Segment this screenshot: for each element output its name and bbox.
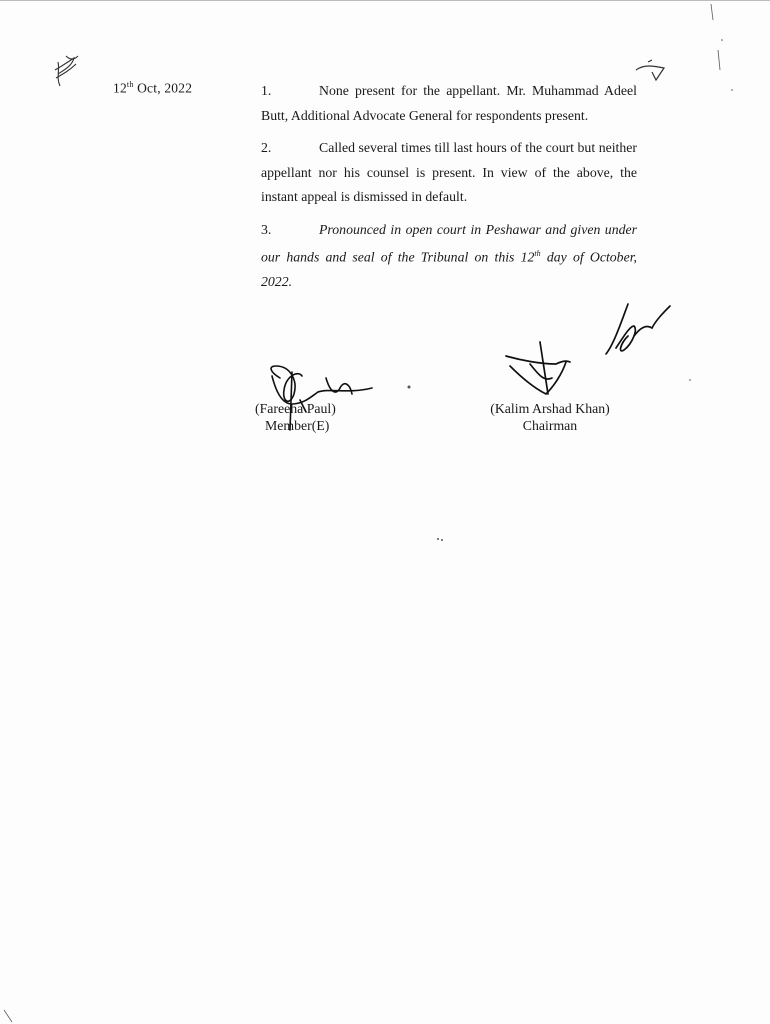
date-rest: Oct, 2022 [133,80,193,96]
paragraph-number: 1. [261,83,272,98]
scan-specks [408,39,733,541]
chairman-signature [506,304,670,394]
margin-tick-mark [636,60,664,80]
date-suffix: th [126,80,134,89]
date-day: 12 [113,80,127,96]
member-signature [271,366,372,430]
paragraph-number: 2. [261,140,272,155]
edge-noise [4,4,720,1022]
signatory-title: Member(E) [265,418,330,433]
paragraph-text-after: day of October, 2022. [261,249,637,290]
margin-initial-mark [55,56,78,86]
signatory-name: (Kalim Arshad Khan) [490,401,610,416]
paragraph-number: 3. [261,221,272,237]
signatory-name: (Fareeha Paul) [255,401,336,416]
paragraph-text: None present for the appellant. Mr. Muhammad Adeel Butt, Additional Advocate General for respondents present. [261,83,637,123]
paragraph-text: Called several times till last hours of the court but neither appellant nor his counsel is present. In view of the above, the instant appeal is dismissed in default. [261,140,637,204]
signatory-title: Chairman [522,418,578,433]
paragraph-text-before: Pronounced in open court in Peshawar and given under our hands and seal of the Tribunal on this 12 [261,221,637,265]
paragraph-text-sup: th [534,249,541,258]
